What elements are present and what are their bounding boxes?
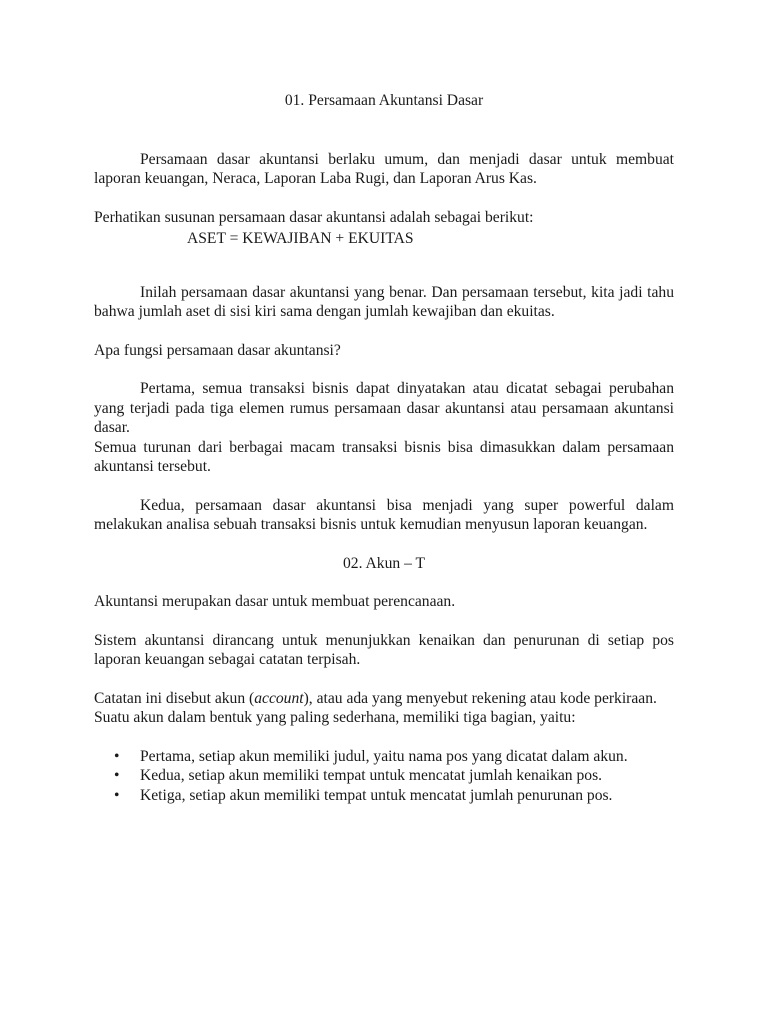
paragraph-accounting-system: Sistem akuntansi dirancang untuk menunjukkan kenaikan dan penurunan di setiap pos laporan keuangan sebagai catatan terpisah. [94,631,674,668]
paragraph-derivatives: Semua turunan dari berbagai macam transaksi bisnis bisa dimasukkan dalam persamaan akuntansi tersebut. [94,438,674,475]
bullet-icon: • [114,767,120,784]
paragraph-intro: Persamaan dasar akuntansi berlaku umum, dan menjadi dasar untuk membuat laporan keuangan, Neraca, Laporan Laba Rugi, dan Laporan Arus Kas. [94,150,674,187]
list-item-text: Ketiga, setiap akun memiliki tempat untuk mencatat jumlah penurunan pos. [140,786,613,804]
list-item [94,786,674,806]
paragraph-equation-intro: Perhatikan susunan persamaan dasar akuntansi adalah sebagai berikut: [94,208,534,226]
list-item-text: Pertama, setiap akun memiliki judul, yaitu nama pos yang dicatat dalam akun. [140,747,628,765]
account-term-italic: account [254,689,304,707]
paragraph-account-definition [94,689,674,709]
paragraph-second-function: Kedua, persamaan dasar akuntansi bisa menjadi yang super powerful dalam melakukan analisa sebuah transaksi bisnis untuk kemudian menyusun laporan keuangan. [94,496,674,533]
bullet-icon: • [114,786,120,804]
accounting-equation: ASET = KEWAJIBAN + EKUITAS [187,230,414,247]
list-item [94,766,674,786]
account-definition-text-start: Catatan ini disebut akun ( [94,689,255,707]
list-item [94,747,674,767]
paragraph-equation-explanation: Inilah persamaan dasar akuntansi yang benar. Dan persamaan tersebut, kita jadi tahu bahwa jumlah aset di sisi kiri sama dengan jumlah kewajiban dan ekuitas. [94,283,674,320]
paragraph-accounting-basis: Akuntansi merupakan dasar untuk membuat perencanaan. [94,593,456,610]
section-2-title: 02. Akun – T [342,554,426,572]
document-page [94,91,674,805]
question-heading: Apa fungsi persamaan dasar akuntansi? [94,341,341,359]
list-item-text: Kedua, setiap akun memiliki tempat untuk mencatat jumlah kenaikan pos. [140,767,603,784]
account-definition-text-end: ), atau ada yang menyebut rekening atau kode perkiraan. [303,689,657,707]
bullet-icon: • [114,747,120,765]
account-parts-list [94,747,674,806]
paragraph-first-function: Pertama, semua transaksi bisnis dapat dinyatakan atau dicatat sebagai perubahan yang terjadi pada tiga elemen rumus persamaan dasar akuntansi atau persamaan akuntansi dasar. [94,380,674,436]
paragraph-account-parts: Suatu akun dalam bentuk yang paling sederhana, memiliki tiga bagian, yaitu: [94,709,576,726]
section-1-title: 01. Persamaan Akuntansi Dasar [284,92,484,109]
